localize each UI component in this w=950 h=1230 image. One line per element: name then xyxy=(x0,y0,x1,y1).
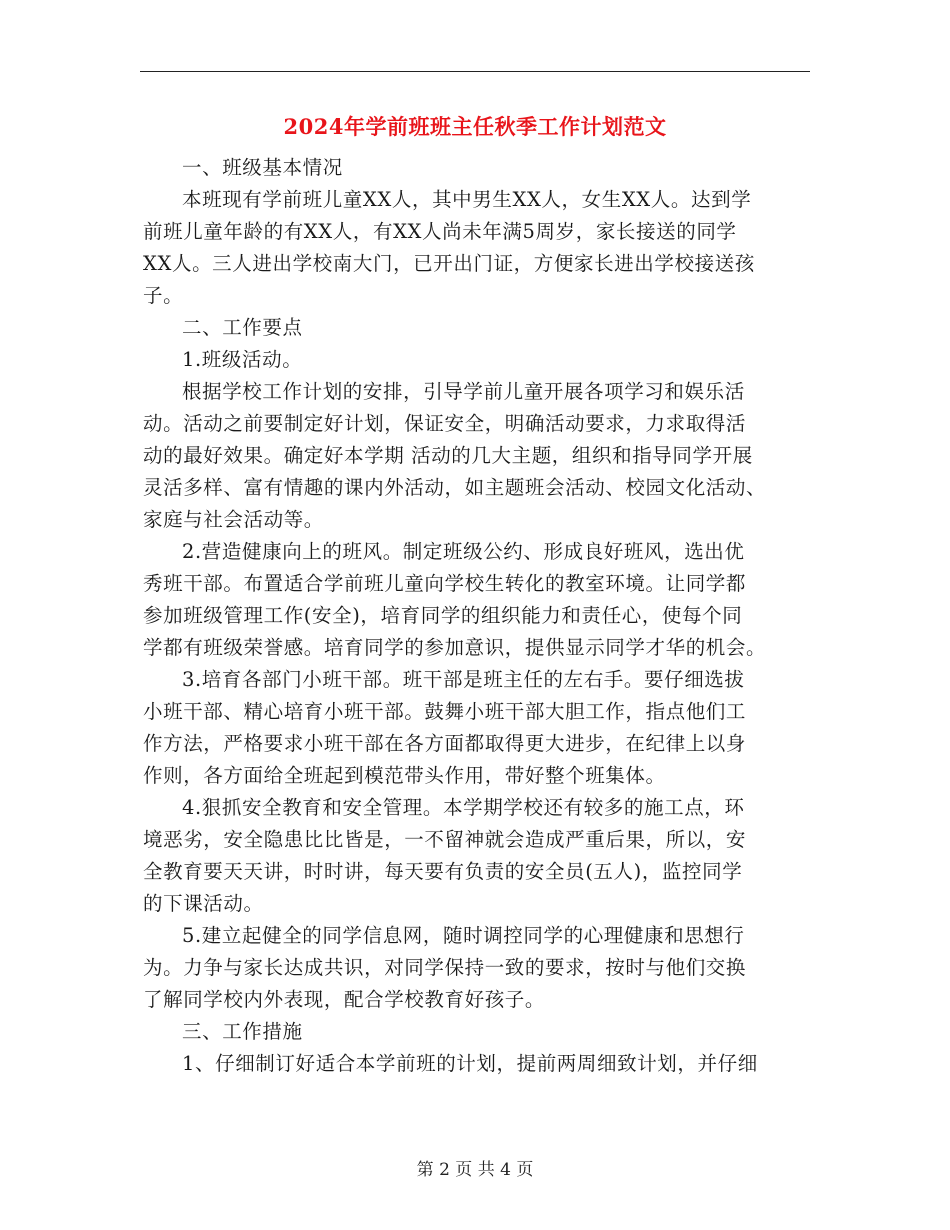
paragraph-class-activity xyxy=(143,376,810,536)
section-heading-3: 三、工作措施 xyxy=(182,1020,303,1043)
paragraph-info-network xyxy=(143,920,810,1016)
text-line: 动。活动之前要制定好计划，保证安全，明确活动要求，力求取得活 xyxy=(143,412,747,435)
text-line: 全教育要天天讲，时时讲，每天要有负责的安全员(五人)，监控同学 xyxy=(143,860,743,883)
section-heading-1: 一、班级基本情况 xyxy=(182,156,343,179)
text-line: 前班儿童年龄的有XX人，有XX人尚未年满5周岁，家长接送的同学 xyxy=(143,220,737,243)
text-line: 了解同学校内外表现，配合学校教育好孩子。 xyxy=(143,988,546,1011)
text-line: 作方法，严格要求小班干部在各方面都取得更大进步，在纪律上以身 xyxy=(143,732,747,755)
paragraph-basic-info xyxy=(143,184,810,312)
paragraph-class-spirit xyxy=(143,536,810,664)
page-number: 第 2 页 共 4 页 xyxy=(416,1160,534,1180)
text-line: 1、仔细制订好适合本学前班的计划，提前两周细致计划，并仔细 xyxy=(182,1052,758,1075)
text-line: 境恶劣，安全隐患比比皆是，一不留神就会造成严重后果，所以，安 xyxy=(143,828,747,851)
paragraph-class-cadres xyxy=(143,664,810,792)
text-line: 本班现有学前班儿童XX人，其中男生XX人，女生XX人。达到学 xyxy=(182,188,752,211)
text-line: 秀班干部。布置适合学前班儿童向学校生转化的教室环境。让同学都 xyxy=(143,572,747,595)
text-line: 5.建立起健全的同学信息网，随时调控同学的心理健康和思想行 xyxy=(182,924,745,947)
text-line: 2.营造健康向上的班风。制定班级公约、形成良好班风，选出优 xyxy=(182,540,745,563)
document-title: 2024年学前班班主任秋季工作计划范文 xyxy=(283,114,667,139)
text-line: 根据学校工作计划的安排，引导学前儿童开展各项学习和娱乐活 xyxy=(182,380,745,403)
section-heading-2: 二、工作要点 xyxy=(182,316,303,339)
text-line: 的下课活动。 xyxy=(143,892,264,915)
document-body xyxy=(143,152,810,1080)
item-title-class-activity: 1.班级活动。 xyxy=(182,348,303,371)
text-line: 作则，各方面给全班起到模范带头作用，带好整个班集体。 xyxy=(143,764,666,787)
text-line: 灵活多样、富有情趣的课内外活动，如主题班会活动、校园文化活动、 xyxy=(143,476,767,499)
text-line: 子。 xyxy=(143,284,184,307)
text-line: 参加班级管理工作(安全)，培育同学的组织能力和责任心，使每个同 xyxy=(143,604,743,627)
header-rule xyxy=(140,71,810,72)
text-line: 3.培育各部门小班干部。班干部是班主任的左右手。要仔细选拔 xyxy=(182,668,745,691)
text-line: 4.狠抓安全教育和安全管理。本学期学校还有较多的施工点，环 xyxy=(182,796,745,819)
text-line: 学都有班级荣誉感。培育同学的参加意识，提供显示同学才华的机会。 xyxy=(143,636,767,659)
text-line: 动的最好效果。确定好本学期 活动的几大主题，组织和指导同学开展 xyxy=(143,444,753,467)
text-line: 为。力争与家长达成共识，对同学保持一致的要求，按时与他们交换 xyxy=(143,956,747,979)
text-line: 小班干部、精心培育小班干部。鼓舞小班干部大胆工作，指点他们工 xyxy=(143,700,747,723)
paragraph-safety xyxy=(143,792,810,920)
paragraph-measures xyxy=(143,1048,810,1080)
text-line: 家庭与社会活动等。 xyxy=(143,508,324,531)
text-line: XX人。三人进出学校南大门，已开出门证，方便家长进出学校接送孩 xyxy=(143,252,755,275)
